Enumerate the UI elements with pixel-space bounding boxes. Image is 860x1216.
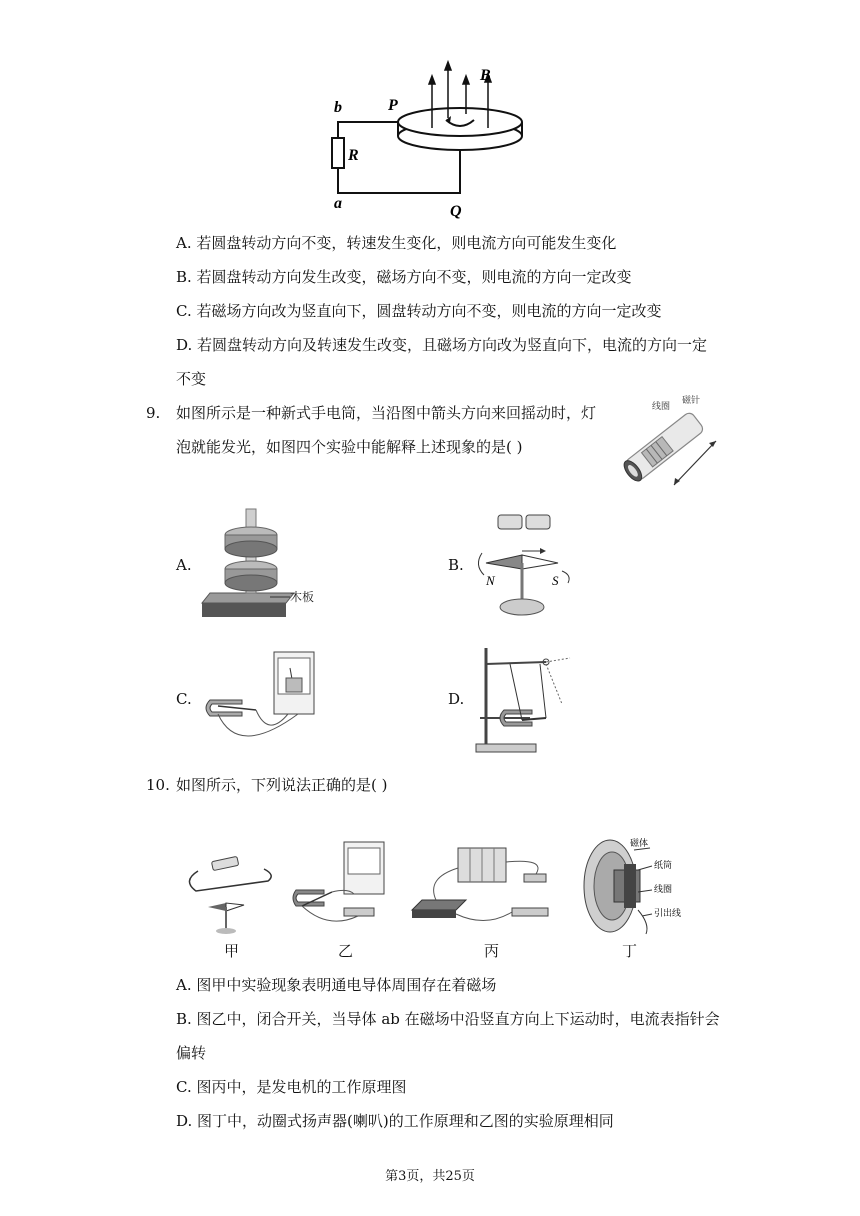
q9-option-d-label: D. bbox=[448, 690, 465, 708]
fig-label-B: B bbox=[480, 67, 491, 84]
q10-figure-yi bbox=[288, 838, 400, 938]
flashlight-coil-label: 线圈 bbox=[652, 401, 671, 411]
q9-question-line1: 如图所示是一种新式手电筒，当沿图中箭头方向来回摇动时，灯 bbox=[176, 404, 597, 422]
speaker-coil-label: 线圈 bbox=[654, 884, 673, 894]
speaker-lead-label: 引出线 bbox=[654, 908, 682, 918]
fig-label-r: R bbox=[348, 147, 359, 164]
q10-option-d: D. 图丁中，动圈式扬声器(喇叭)的工作原理和乙图的实验原理相同 bbox=[176, 1112, 614, 1130]
figure-a-board-label: 木板 bbox=[290, 590, 315, 604]
q8-option-a: A. 若圆盘转动方向不变，转速发生变化，则电流方向可能发生变化 bbox=[176, 234, 617, 252]
q10-label-ding: 丁 bbox=[622, 942, 638, 960]
q8-option-d: D. 若圆盘转动方向及转速发生改变，且磁场方向改为竖直向下，电流的方向一定 bbox=[176, 336, 708, 354]
fig-label-q: Q bbox=[450, 203, 462, 220]
q9-option-b-label: B. bbox=[448, 556, 464, 574]
fig-label-a: a bbox=[334, 195, 342, 212]
q10-label-jia: 甲 bbox=[224, 942, 240, 960]
q10-figure-bing bbox=[406, 838, 576, 938]
fig-label-p: P bbox=[388, 97, 398, 114]
speaker-magnet-label: 磁体 bbox=[630, 838, 649, 848]
q8-option-d-continued: 不变 bbox=[176, 370, 207, 388]
figure-b-south-label: S bbox=[552, 573, 559, 588]
q9-option-a-label: A. bbox=[176, 556, 192, 574]
q10-label-bing: 丙 bbox=[484, 942, 500, 960]
fig-label-b: b bbox=[334, 99, 342, 116]
page-footer: 第3页，共25页 bbox=[385, 1169, 475, 1184]
q8-option-b: B. 若圆盘转动方向发生改变，磁场方向不变，则电流的方向一定改变 bbox=[176, 268, 632, 286]
q9-option-c-label: C. bbox=[176, 690, 192, 708]
q10-number: 10. bbox=[146, 776, 170, 794]
speaker-cone-label: 纸筒 bbox=[654, 860, 673, 870]
q9-figure-a-magnets bbox=[198, 505, 318, 620]
q9-question-line2: 泡就能发光，如图四个实验中能解释上述现象的是( ) bbox=[176, 438, 523, 456]
q9-figure-c-galvanometer bbox=[198, 648, 328, 752]
flashlight-figure bbox=[612, 393, 720, 495]
q10-option-a: A. 图甲中实验现象表明通电导体周围存在着磁场 bbox=[176, 976, 497, 994]
q10-option-c: C. 图丙中，是发电机的工作原理图 bbox=[176, 1078, 407, 1096]
q9-figure-d-stand bbox=[470, 644, 582, 756]
disk-circuit-figure bbox=[320, 58, 540, 220]
q10-label-yi: 乙 bbox=[338, 942, 354, 960]
q9-figure-b-needle bbox=[470, 505, 590, 623]
q8-option-c: C. 若磁场方向改为竖直向下，圆盘转动方向不变，则电流的方向一定改变 bbox=[176, 302, 662, 320]
q10-question: 如图所示，下列说法正确的是( ) bbox=[176, 776, 388, 794]
flashlight-magnet-label: 磁针 bbox=[682, 395, 701, 405]
figure-b-north-label: N bbox=[486, 573, 495, 588]
q10-option-b: B. 图乙中，闭合开关，当导体 ab 在磁场中沿竖直方向上下运动时，电流表指针会 bbox=[176, 1010, 720, 1028]
q10-figure-ding-speaker bbox=[580, 834, 692, 940]
q9-number: 9. bbox=[146, 404, 161, 422]
q10-option-b-continued: 偏转 bbox=[176, 1044, 207, 1062]
q10-figure-jia bbox=[178, 845, 288, 935]
